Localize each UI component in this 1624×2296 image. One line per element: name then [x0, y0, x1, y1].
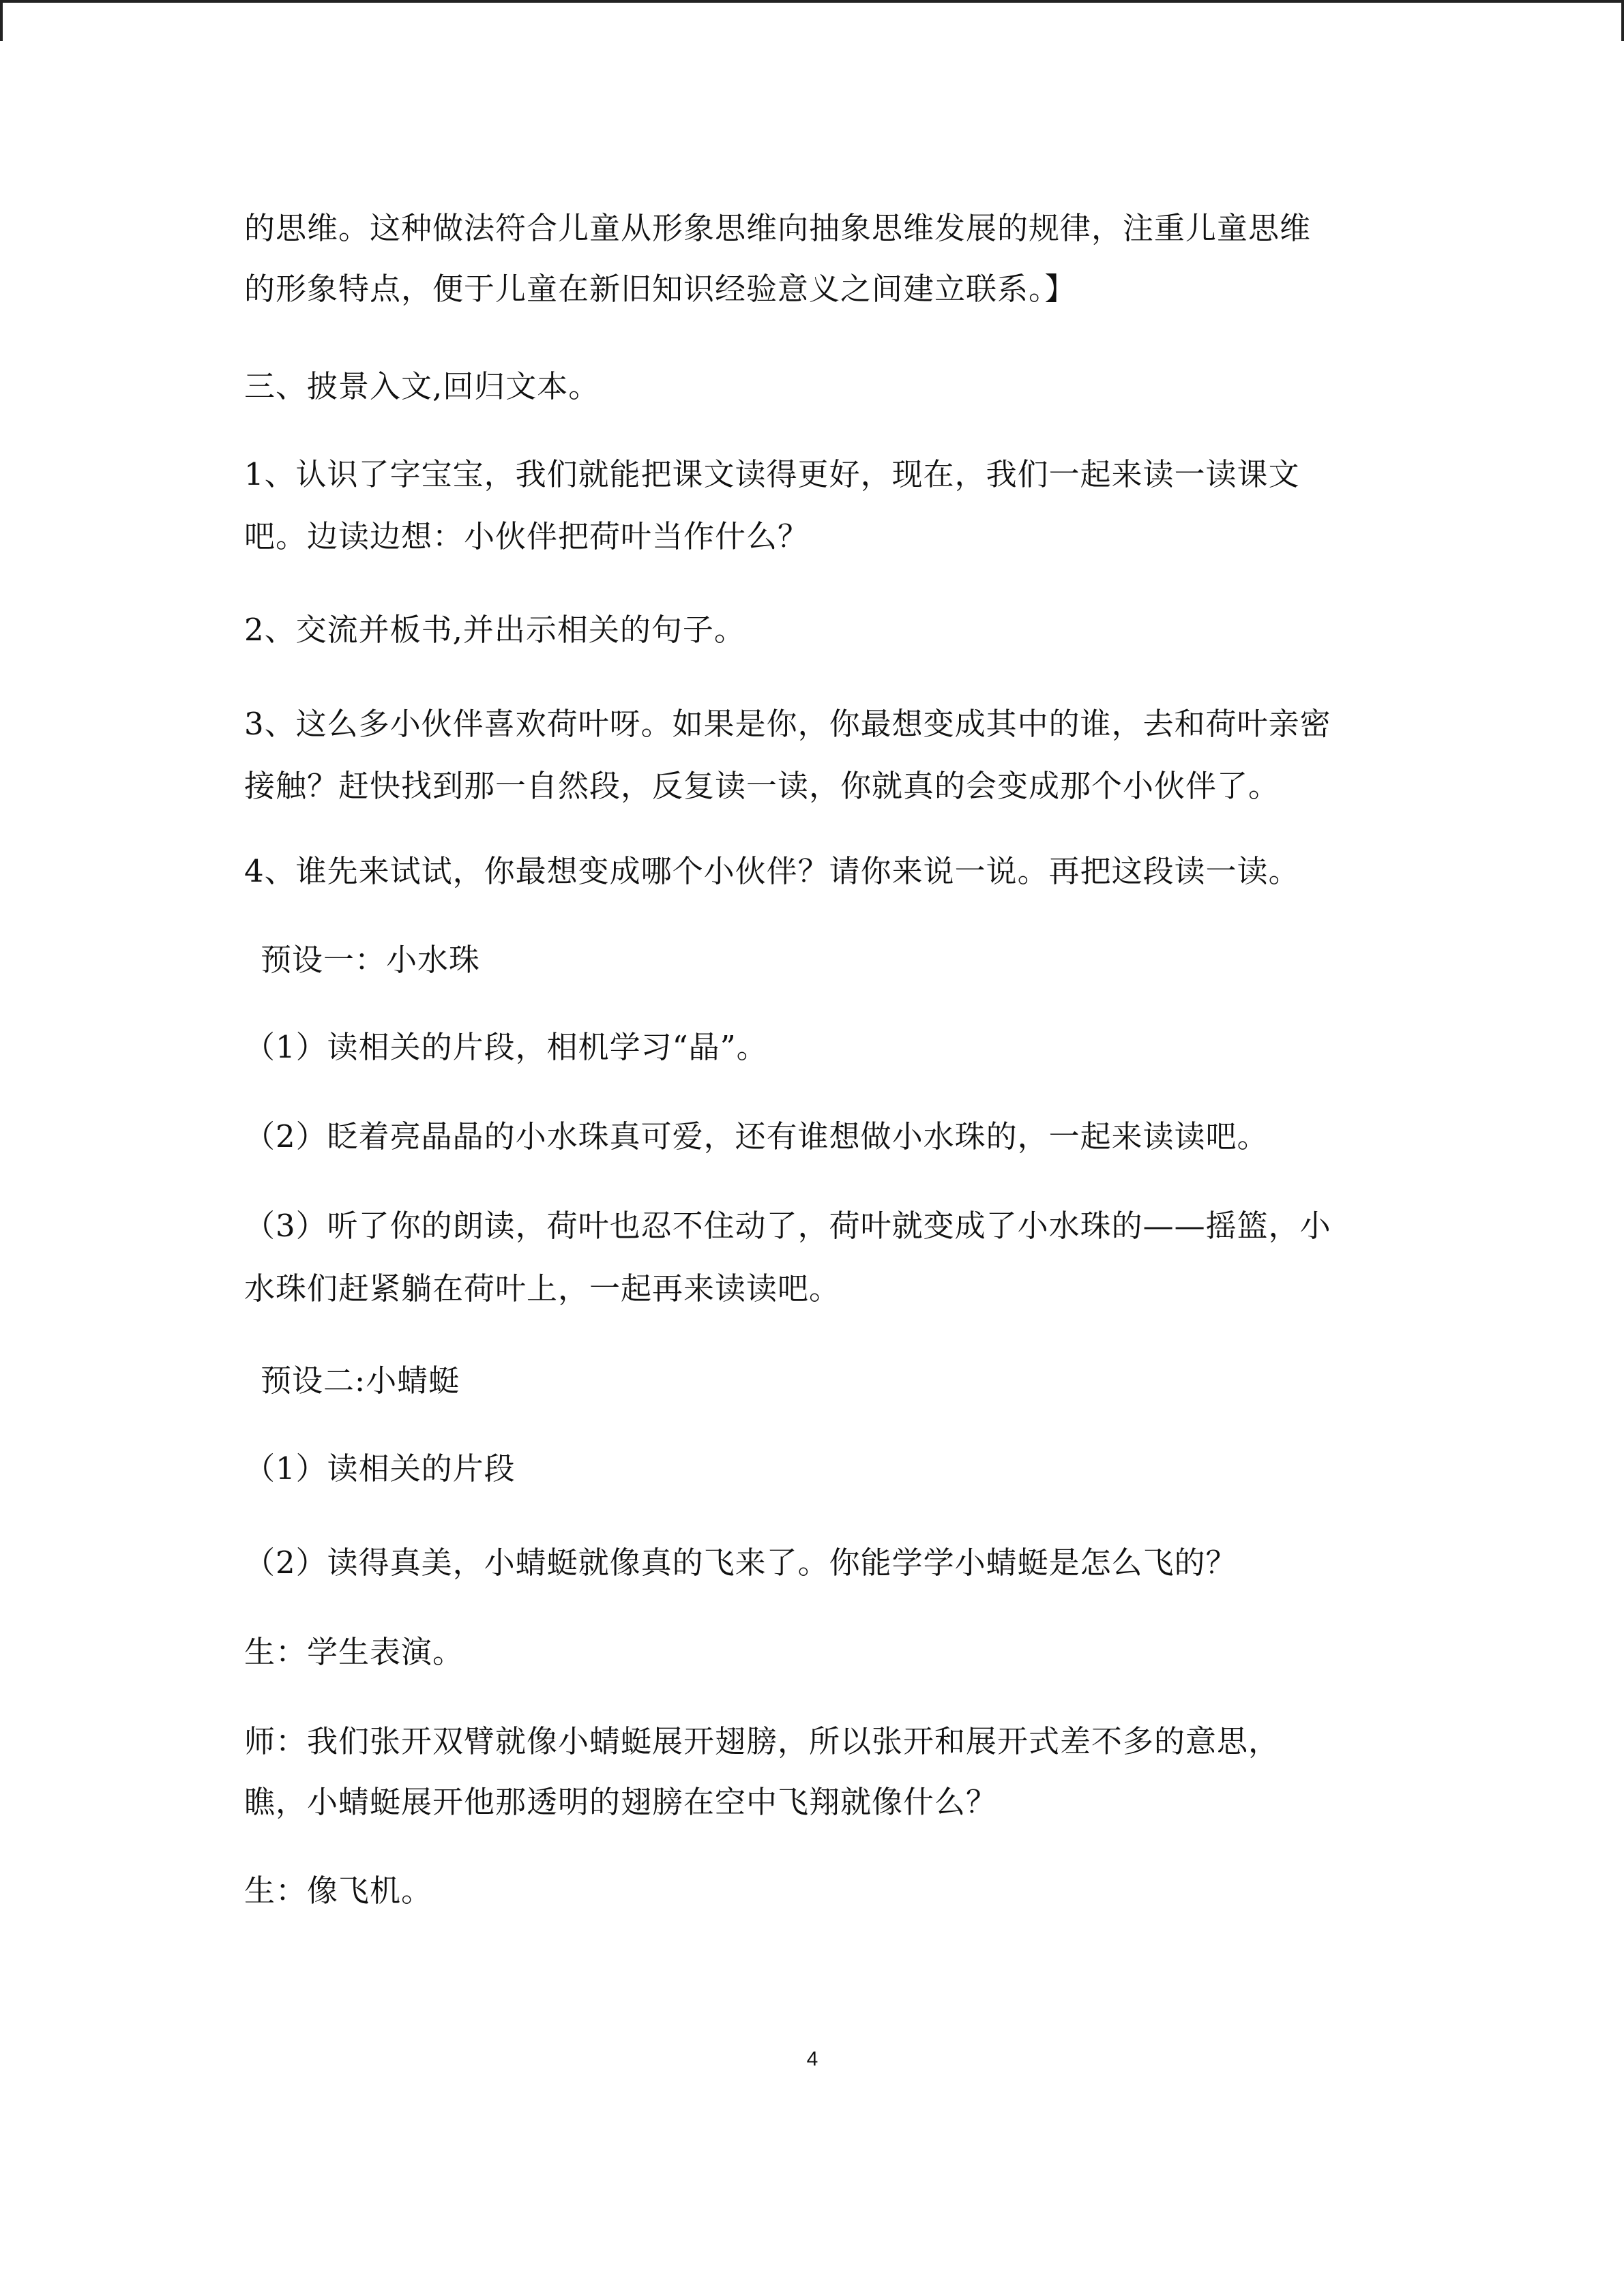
text-line: 接触？赶快找到那一自然段，反复读一读，你就真的会变成那个小伙伴了。	[244, 768, 1280, 804]
text-line: 师：我们张开双臂就像小蜻蜓展开翅膀，所以张开和展开式差不多的意思，	[244, 1723, 1280, 1759]
text-line: 生：学生表演。	[244, 1634, 464, 1670]
text-line: （3）听了你的朗读，荷叶也忍不住动了，荷叶就变成了小水珠的——摇篮，小	[244, 1208, 1331, 1244]
page-number: 4	[806, 2048, 818, 2070]
text-line: 2、交流并板书,并出示相关的句子。	[244, 612, 745, 648]
text-line: 的形象特点，便于儿童在新旧知识经验意义之间建立联系。】	[244, 271, 1076, 307]
text-line: 4、谁先来试试，你最想变成哪个小伙伴？请你来说一说。再把这段读一读。	[244, 853, 1300, 889]
text-line: 的思维。这种做法符合儿童从形象思维向抽象思维发展的规律，注重儿童思维	[244, 210, 1312, 246]
section-heading: 三、披景入文,回归文本。	[244, 368, 600, 404]
text-line: 吧。边读边想：小伙伴把荷叶当作什么？	[244, 518, 810, 554]
text-line: 1、认识了字宝宝，我们就能把课文读得更好，现在，我们一起来读一读课文	[244, 456, 1300, 492]
page-left-border	[0, 0, 3, 41]
page-right-border	[1621, 0, 1624, 41]
preset-heading: 预设一：小水珠	[261, 942, 481, 978]
text-line: 3、这么多小伙伴喜欢荷叶呀。如果是你，你最想变成其中的谁，去和荷叶亲密	[244, 706, 1331, 742]
text-line: 水珠们赶紧躺在荷叶上，一起再来读读吧。	[244, 1270, 841, 1307]
text-line: 生：像飞机。	[244, 1873, 433, 1909]
text-line: 瞧，小蜻蜓展开他那透明的翅膀在空中飞翔就像什么？	[244, 1784, 998, 1820]
text-line: （1）读相关的片段，相机学习“晶”。	[244, 1029, 768, 1065]
page-top-border	[0, 0, 1624, 3]
text-line: （2）读得真美，小蜻蜓就像真的飞来了。你能学学小蜻蜓是怎么飞的？	[244, 1545, 1237, 1581]
text-line: （2）眨着亮晶晶的小水珠真可爱，还有谁想做小水珠的，一起来读读吧。	[244, 1118, 1269, 1154]
text-line: （1）读相关的片段	[244, 1450, 516, 1487]
preset-heading: 预设二:小蜻蜓	[261, 1362, 460, 1399]
